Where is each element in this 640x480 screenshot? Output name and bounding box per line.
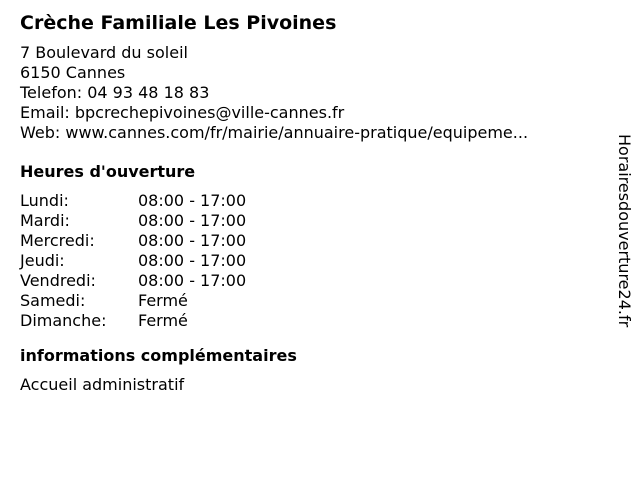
day-label: Vendredi: [20,271,96,290]
day-time: 08:00 - 17:00 [138,191,247,210]
hours-row-friday [20,271,600,291]
day-time: Fermé [138,291,188,310]
site-brand-watermark: Horairesdouverture24.fr [615,134,634,328]
day-time: 08:00 - 17:00 [138,271,247,290]
business-listing [20,10,600,395]
hours-row-wednesday [20,231,600,251]
opening-hours [20,191,600,331]
hours-row-saturday [20,291,600,311]
hours-heading: Heures d'ouverture [20,162,196,181]
day-label: Mardi: [20,211,70,230]
website-link: Web: www.cannes.com/fr/mairie/annuaire-pratique/equipeme... [20,123,529,142]
page-title: Crèche Familiale Les Pivoines [20,12,337,34]
day-time: 08:00 - 17:00 [138,231,247,250]
email-address: Email: bpcrechepivoines@ville-cannes.fr [20,103,345,122]
day-time: 08:00 - 17:00 [138,251,247,270]
street-address: 7 Boulevard du soleil [20,43,188,62]
day-time: Fermé [138,311,188,330]
day-time: 08:00 - 17:00 [138,211,247,230]
hours-row-monday [20,191,600,211]
day-label: Mercredi: [20,231,95,250]
hours-row-thursday [20,251,600,271]
phone-number: Telefon: 04 93 48 18 83 [20,83,210,102]
day-label: Lundi: [20,191,69,210]
hours-row-sunday [20,311,600,331]
hours-row-tuesday [20,211,600,231]
info-text: Accueil administratif [20,375,185,394]
day-label: Jeudi: [20,251,65,270]
city-address: 6150 Cannes [20,63,126,82]
info-heading: informations complémentaires [20,346,297,365]
day-label: Samedi: [20,291,86,310]
contact-block [20,43,600,143]
day-label: Dimanche: [20,311,107,330]
